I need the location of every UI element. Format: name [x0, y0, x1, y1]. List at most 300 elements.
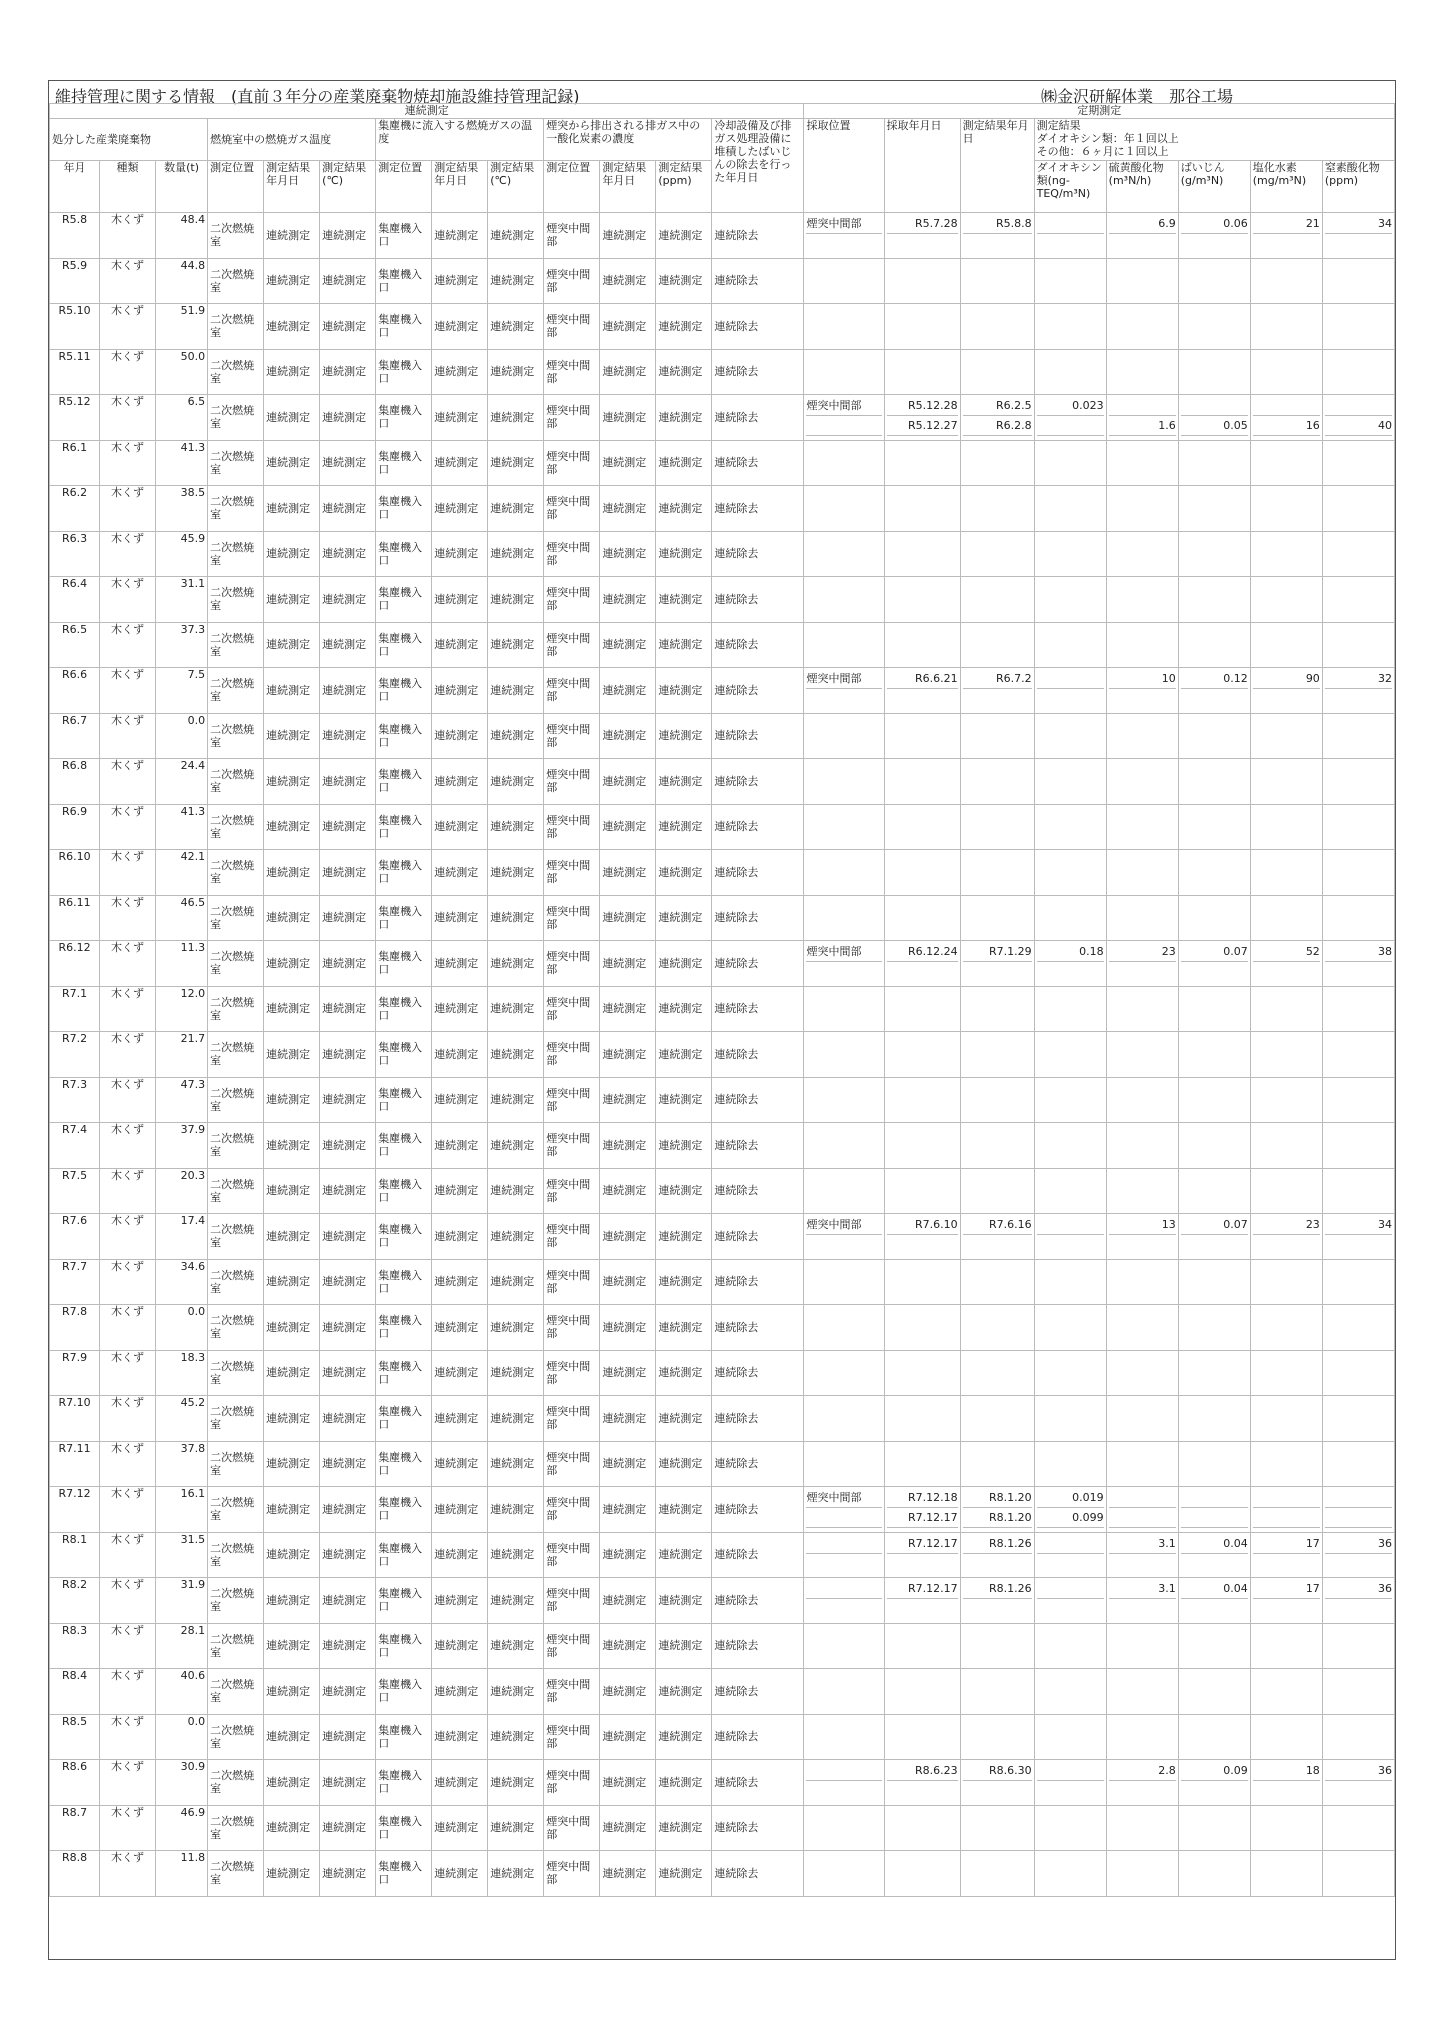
nox-value-cell	[1322, 1532, 1394, 1578]
combustion-result-temp-cell: 連続測定	[320, 804, 376, 850]
year-month-cell: R5.9	[50, 258, 100, 304]
quantity-cell: 31.9	[156, 1578, 208, 1624]
quantity-cell: 50.0	[156, 349, 208, 395]
dioxin-value-cell	[1034, 349, 1106, 395]
combustion-location-cell: 二次燃焼室	[208, 1669, 264, 1715]
combustion-result-date-cell: 連続測定	[264, 1441, 320, 1487]
sampling-location-cell	[804, 531, 884, 577]
sampling-location: 煙突中間部	[806, 399, 881, 416]
combustion-result-temp-cell: 連続測定	[320, 1305, 376, 1351]
co-location-cell: 煙突中間部	[544, 1532, 600, 1578]
dust-result-date-cell: 連続測定	[432, 1305, 488, 1351]
sox-value-cell	[1106, 1805, 1178, 1851]
dust-location-cell: 集塵機入口	[376, 986, 432, 1032]
document-title: 維持管理に関する情報 (直前３年分の産業廃棄物焼却施設維持管理記録)	[55, 87, 580, 106]
co-location-cell: 煙突中間部	[544, 1487, 600, 1533]
sampling-date-cell	[884, 1214, 960, 1260]
combustion-result-temp-cell: 連続測定	[320, 713, 376, 759]
hcl-value-cell	[1250, 349, 1322, 395]
header-meas-result-date-3: 測定結果年月日	[600, 161, 656, 213]
result-date-cell	[960, 1805, 1034, 1851]
co-result-date-cell: 連続測定	[600, 531, 656, 577]
co-result-ppm-cell: 連続測定	[656, 1532, 712, 1578]
combustion-location-cell: 二次燃焼室	[208, 1623, 264, 1669]
table-row	[50, 1077, 1395, 1123]
dust-result-date-cell: 連続測定	[432, 1487, 488, 1533]
co-location-cell: 煙突中間部	[544, 1441, 600, 1487]
table-row	[50, 1760, 1395, 1806]
dust-location-cell: 集塵機入口	[376, 1623, 432, 1669]
dioxin-value: 0.18	[1037, 945, 1104, 962]
dioxin-value-cell	[1034, 1669, 1106, 1715]
sox-value-cell	[1106, 986, 1178, 1032]
dust-value-cell	[1178, 1805, 1250, 1851]
dust-result-date-cell: 連続測定	[432, 759, 488, 805]
sox-value-cell	[1106, 1396, 1178, 1442]
result-date-cell	[960, 395, 1034, 441]
dust-result-temp-cell: 連続測定	[488, 1532, 544, 1578]
dust-value-cell	[1178, 1669, 1250, 1715]
sox-value-cell	[1106, 1214, 1178, 1260]
combustion-result-date-cell: 連続測定	[264, 1214, 320, 1260]
quantity-cell: 6.5	[156, 395, 208, 441]
hcl-value-cell	[1250, 1305, 1322, 1351]
kind-cell: 木くず	[100, 440, 156, 486]
table-row	[50, 577, 1395, 623]
co-result-date-cell: 連続測定	[600, 304, 656, 350]
year-month-cell: R7.7	[50, 1259, 100, 1305]
year-month-cell: R8.5	[50, 1714, 100, 1760]
dust-result-temp-cell: 連続測定	[488, 1396, 544, 1442]
co-result-ppm-cell: 連続測定	[656, 1259, 712, 1305]
sampling-location: 煙突中間部	[806, 217, 881, 234]
quantity-cell: 21.7	[156, 1032, 208, 1078]
ash-removal-cell: 連続除去	[712, 349, 804, 395]
table-row	[50, 440, 1395, 486]
header-dioxin: ダイオキシン類(ng-TEQ/m³N)	[1034, 161, 1106, 213]
year-month-cell: R6.7	[50, 713, 100, 759]
sampling-date-cell	[884, 1487, 960, 1533]
sampling-date-cell	[884, 850, 960, 896]
header-result-date: 測定結果年月日	[960, 119, 1034, 213]
dust-result-date-cell: 連続測定	[432, 1123, 488, 1169]
combustion-result-temp-cell: 連続測定	[320, 486, 376, 532]
nox-value-cell	[1322, 1578, 1394, 1624]
co-result-date-cell: 連続測定	[600, 713, 656, 759]
co-location-cell: 煙突中間部	[544, 349, 600, 395]
combustion-location-cell: 二次燃焼室	[208, 1532, 264, 1578]
year-month-cell: R6.4	[50, 577, 100, 623]
dust-value-cell	[1178, 577, 1250, 623]
combustion-location-cell: 二次燃焼室	[208, 577, 264, 623]
sox-value-cell	[1106, 1669, 1178, 1715]
sampling-location	[806, 1764, 881, 1781]
sampling-location-cell	[804, 1441, 884, 1487]
combustion-location-cell: 二次燃焼室	[208, 941, 264, 987]
ash-removal-cell: 連続除去	[712, 531, 804, 577]
co-result-ppm-cell: 連続測定	[656, 304, 712, 350]
combustion-result-temp-cell: 連続測定	[320, 759, 376, 805]
table-row	[50, 1578, 1395, 1624]
kind-cell: 木くず	[100, 941, 156, 987]
co-location-cell: 煙突中間部	[544, 986, 600, 1032]
kind-cell: 木くず	[100, 1487, 156, 1533]
sampling-location-cell	[804, 804, 884, 850]
hcl-value-cell	[1250, 1441, 1322, 1487]
sampling-date-cell	[884, 668, 960, 714]
ash-removal-cell: 連続除去	[712, 1669, 804, 1715]
hcl-value-cell	[1250, 759, 1322, 805]
co-result-date-cell: 連続測定	[600, 1259, 656, 1305]
combustion-result-date-cell: 連続測定	[264, 1032, 320, 1078]
co-result-ppm-cell: 連続測定	[656, 986, 712, 1032]
nox-value-cell	[1322, 759, 1394, 805]
table-row	[50, 1123, 1395, 1169]
table-row	[50, 1805, 1395, 1851]
nox-value-cell	[1322, 1851, 1394, 1897]
co-result-ppm-cell: 連続測定	[656, 1623, 712, 1669]
sox-value-cell	[1106, 395, 1178, 441]
sampling-date-cell	[884, 395, 960, 441]
co-result-ppm-cell: 連続測定	[656, 1851, 712, 1897]
combustion-result-temp-cell: 連続測定	[320, 1350, 376, 1396]
header-co-concentration: 煙突から排出される排ガス中の一酸化炭素の濃度	[544, 119, 712, 161]
dioxin-value-cell	[1034, 1032, 1106, 1078]
ash-removal-cell: 連続除去	[712, 440, 804, 486]
nox-value: 40	[1325, 419, 1392, 436]
hcl-value-cell	[1250, 395, 1322, 441]
table-row	[50, 713, 1395, 759]
dioxin-value-cell	[1034, 986, 1106, 1032]
year-month-cell: R6.8	[50, 759, 100, 805]
dust-result-temp-cell: 連続測定	[488, 486, 544, 532]
combustion-result-date-cell: 連続測定	[264, 1532, 320, 1578]
dust-value-cell	[1178, 440, 1250, 486]
hcl-value-cell	[1250, 1669, 1322, 1715]
sampling-date-cell	[884, 941, 960, 987]
co-result-ppm-cell: 連続測定	[656, 531, 712, 577]
dust-result-date-cell: 連続測定	[432, 941, 488, 987]
sampling-date-cell	[884, 804, 960, 850]
sox-value-cell	[1106, 1077, 1178, 1123]
result-date-cell	[960, 1760, 1034, 1806]
dust-value-cell	[1178, 850, 1250, 896]
result-date-cell	[960, 1669, 1034, 1715]
dust-location-cell: 集塵機入口	[376, 486, 432, 532]
nox-value-cell	[1322, 349, 1394, 395]
dust-result-temp-cell: 連続測定	[488, 1851, 544, 1897]
ash-removal-cell: 連続除去	[712, 1851, 804, 1897]
kind-cell: 木くず	[100, 213, 156, 259]
combustion-location-cell: 二次燃焼室	[208, 1077, 264, 1123]
co-result-ppm-cell: 連続測定	[656, 1123, 712, 1169]
nox-value: 36	[1325, 1764, 1392, 1781]
co-result-ppm-cell: 連続測定	[656, 486, 712, 532]
dust-location-cell: 集塵機入口	[376, 1760, 432, 1806]
table-row	[50, 1532, 1395, 1578]
sampling-location-cell	[804, 1350, 884, 1396]
quantity-cell: 51.9	[156, 304, 208, 350]
combustion-result-temp-cell: 連続測定	[320, 1487, 376, 1533]
dust-location-cell: 集塵機入口	[376, 1851, 432, 1897]
ash-removal-cell: 連続除去	[712, 1214, 804, 1260]
sox-value-cell	[1106, 1123, 1178, 1169]
dioxin-value-cell	[1034, 1487, 1106, 1533]
dust-value: 0.04	[1181, 1582, 1248, 1599]
hcl-value-cell	[1250, 304, 1322, 350]
combustion-result-date-cell: 連続測定	[264, 668, 320, 714]
dust-result-date-cell: 連続測定	[432, 622, 488, 668]
header-meas-result-temp-2: 測定結果(℃)	[488, 161, 544, 213]
co-result-date-cell: 連続測定	[600, 213, 656, 259]
result-date-cell	[960, 486, 1034, 532]
year-month-cell: R7.11	[50, 1441, 100, 1487]
combustion-result-date-cell: 連続測定	[264, 1805, 320, 1851]
dust-location-cell: 集塵機入口	[376, 531, 432, 577]
dust-result-temp-cell: 連続測定	[488, 258, 544, 304]
sox-value-cell	[1106, 304, 1178, 350]
co-location-cell: 煙突中間部	[544, 1805, 600, 1851]
hcl-value-cell	[1250, 1578, 1322, 1624]
table-body	[50, 213, 1395, 1897]
dust-location-cell: 集塵機入口	[376, 1259, 432, 1305]
dust-result-temp-cell: 連続測定	[488, 1259, 544, 1305]
header-meas-result-date-1: 測定結果年月日	[264, 161, 320, 213]
dust-value-cell	[1178, 1714, 1250, 1760]
dust-result-temp-cell: 連続測定	[488, 531, 544, 577]
co-result-date-cell: 連続測定	[600, 668, 656, 714]
sampling-location	[806, 1511, 881, 1528]
quantity-cell: 47.3	[156, 1077, 208, 1123]
nox-value-cell	[1322, 986, 1394, 1032]
dioxin-value-cell	[1034, 1441, 1106, 1487]
year-month-cell: R8.8	[50, 1851, 100, 1897]
dust-location-cell: 集塵機入口	[376, 1168, 432, 1214]
combustion-result-temp-cell: 連続測定	[320, 213, 376, 259]
sampling-location-cell	[804, 759, 884, 805]
sox-value: 1.6	[1109, 419, 1176, 436]
hcl-value: 23	[1253, 1218, 1320, 1235]
sampling-date: R7.12.17	[887, 1511, 958, 1528]
sampling-location-cell	[804, 577, 884, 623]
co-result-ppm-cell: 連続測定	[656, 1077, 712, 1123]
combustion-result-temp-cell: 連続測定	[320, 577, 376, 623]
dust-location-cell: 集塵機入口	[376, 1077, 432, 1123]
combustion-result-date-cell: 連続測定	[264, 759, 320, 805]
co-location-cell: 煙突中間部	[544, 1123, 600, 1169]
sampling-date-cell	[884, 577, 960, 623]
nox-value-cell	[1322, 941, 1394, 987]
combustion-result-temp-cell: 連続測定	[320, 850, 376, 896]
combustion-result-temp-cell: 連続測定	[320, 1669, 376, 1715]
year-month-cell: R8.4	[50, 1669, 100, 1715]
dust-location-cell: 集塵機入口	[376, 1396, 432, 1442]
kind-cell: 木くず	[100, 1760, 156, 1806]
kind-cell: 木くず	[100, 486, 156, 532]
ash-removal-cell: 連続除去	[712, 304, 804, 350]
combustion-location-cell: 二次燃焼室	[208, 759, 264, 805]
dust-value-cell	[1178, 486, 1250, 532]
combustion-location-cell: 二次燃焼室	[208, 1441, 264, 1487]
co-location-cell: 煙突中間部	[544, 1623, 600, 1669]
combustion-location-cell: 二次燃焼室	[208, 1578, 264, 1624]
dust-result-date-cell: 連続測定	[432, 213, 488, 259]
hcl-value: 21	[1253, 217, 1320, 234]
combustion-location-cell: 二次燃焼室	[208, 1805, 264, 1851]
sampling-date-cell	[884, 1350, 960, 1396]
co-location-cell: 煙突中間部	[544, 895, 600, 941]
quantity-cell: 31.1	[156, 577, 208, 623]
ash-removal-cell: 連続除去	[712, 986, 804, 1032]
result-date-cell	[960, 622, 1034, 668]
dust-result-temp-cell: 連続測定	[488, 1032, 544, 1078]
result-date: R6.7.2	[963, 672, 1032, 689]
kind-cell: 木くず	[100, 1578, 156, 1624]
co-location-cell: 煙突中間部	[544, 713, 600, 759]
sampling-date-cell	[884, 986, 960, 1032]
quantity-cell: 46.9	[156, 1805, 208, 1851]
kind-cell: 木くず	[100, 622, 156, 668]
year-month-cell: R6.12	[50, 941, 100, 987]
dust-location-cell: 集塵機入口	[376, 1214, 432, 1260]
dioxin-value	[1037, 672, 1104, 689]
nox-value-cell	[1322, 1214, 1394, 1260]
year-month-cell: R6.1	[50, 440, 100, 486]
kind-cell: 木くず	[100, 1669, 156, 1715]
kind-cell: 木くず	[100, 668, 156, 714]
header-meas-location-1: 測定位置	[208, 161, 264, 213]
hcl-value-cell	[1250, 850, 1322, 896]
sox-value-cell	[1106, 1578, 1178, 1624]
combustion-result-temp-cell: 連続測定	[320, 622, 376, 668]
dioxin-value-cell	[1034, 1532, 1106, 1578]
dust-result-temp-cell: 連続測定	[488, 1578, 544, 1624]
quantity-cell: 34.6	[156, 1259, 208, 1305]
combustion-result-date-cell: 連続測定	[264, 804, 320, 850]
sampling-location-cell	[804, 213, 884, 259]
combustion-location-cell: 二次燃焼室	[208, 440, 264, 486]
nox-value: 38	[1325, 945, 1392, 962]
co-location-cell: 煙突中間部	[544, 1396, 600, 1442]
ash-removal-cell: 連続除去	[712, 1350, 804, 1396]
dioxin-value-cell	[1034, 1623, 1106, 1669]
combustion-result-temp-cell: 連続測定	[320, 668, 376, 714]
sampling-date-cell	[884, 759, 960, 805]
kind-cell: 木くず	[100, 1441, 156, 1487]
co-location-cell: 煙突中間部	[544, 1168, 600, 1214]
combustion-result-date-cell: 連続測定	[264, 1851, 320, 1897]
dust-result-date-cell: 連続測定	[432, 1396, 488, 1442]
result-date-cell	[960, 440, 1034, 486]
nox-value	[1325, 399, 1392, 416]
co-location-cell: 煙突中間部	[544, 1077, 600, 1123]
year-month-cell: R7.3	[50, 1077, 100, 1123]
dust-value-cell	[1178, 304, 1250, 350]
dioxin-value-cell	[1034, 440, 1106, 486]
co-result-date-cell: 連続測定	[600, 1032, 656, 1078]
dust-result-temp-cell: 連続測定	[488, 986, 544, 1032]
sampling-location	[806, 419, 881, 436]
combustion-result-temp-cell: 連続測定	[320, 1168, 376, 1214]
co-result-ppm-cell: 連続測定	[656, 1350, 712, 1396]
sox-value-cell	[1106, 486, 1178, 532]
result-date-cell	[960, 1350, 1034, 1396]
nox-value-cell	[1322, 304, 1394, 350]
table-row	[50, 258, 1395, 304]
dioxin-value	[1037, 1218, 1104, 1235]
combustion-result-date-cell: 連続測定	[264, 486, 320, 532]
year-month-cell: R6.9	[50, 804, 100, 850]
co-result-ppm-cell: 連続測定	[656, 213, 712, 259]
ash-removal-cell: 連続除去	[712, 1077, 804, 1123]
combustion-location-cell: 二次燃焼室	[208, 804, 264, 850]
kind-cell: 木くず	[100, 1851, 156, 1897]
dust-location-cell: 集塵機入口	[376, 941, 432, 987]
sox-value-cell	[1106, 1851, 1178, 1897]
sox-value: 6.9	[1109, 217, 1176, 234]
quantity-cell: 45.9	[156, 531, 208, 577]
result-date-cell	[960, 1532, 1034, 1578]
year-month-cell: R6.10	[50, 850, 100, 896]
combustion-result-temp-cell: 連続測定	[320, 531, 376, 577]
nox-value-cell	[1322, 1305, 1394, 1351]
sampling-date: R6.6.21	[887, 672, 958, 689]
co-result-ppm-cell: 連続測定	[656, 941, 712, 987]
combustion-location-cell: 二次燃焼室	[208, 713, 264, 759]
co-result-date-cell: 連続測定	[600, 1532, 656, 1578]
dust-value: 0.09	[1181, 1764, 1248, 1781]
co-location-cell: 煙突中間部	[544, 440, 600, 486]
quantity-cell: 28.1	[156, 1623, 208, 1669]
dioxin-value-cell	[1034, 1305, 1106, 1351]
combustion-location-cell: 二次燃焼室	[208, 1350, 264, 1396]
co-location-cell: 煙突中間部	[544, 304, 600, 350]
dust-location-cell: 集塵機入口	[376, 1714, 432, 1760]
kind-cell: 木くず	[100, 577, 156, 623]
hcl-value-cell	[1250, 1396, 1322, 1442]
dust-result-temp-cell: 連続測定	[488, 1669, 544, 1715]
combustion-location-cell: 二次燃焼室	[208, 1714, 264, 1760]
nox-value-cell	[1322, 804, 1394, 850]
hcl-value-cell	[1250, 1714, 1322, 1760]
nox-value-cell	[1322, 395, 1394, 441]
dust-result-date-cell: 連続測定	[432, 531, 488, 577]
co-result-date-cell: 連続測定	[600, 1305, 656, 1351]
combustion-result-date-cell: 連続測定	[264, 1487, 320, 1533]
result-date-cell	[960, 1214, 1034, 1260]
combustion-location-cell: 二次燃焼室	[208, 622, 264, 668]
table-row	[50, 668, 1395, 714]
dioxin-value-cell	[1034, 1760, 1106, 1806]
sampling-location-cell	[804, 258, 884, 304]
co-location-cell: 煙突中間部	[544, 1259, 600, 1305]
dioxin-value-cell	[1034, 304, 1106, 350]
hcl-value-cell	[1250, 577, 1322, 623]
kind-cell: 木くず	[100, 304, 156, 350]
hcl-value: 16	[1253, 419, 1320, 436]
table-row	[50, 1032, 1395, 1078]
co-result-date-cell: 連続測定	[600, 850, 656, 896]
result-date-cell	[960, 1441, 1034, 1487]
table-row	[50, 850, 1395, 896]
ash-removal-cell: 連続除去	[712, 895, 804, 941]
sampling-date-cell	[884, 1396, 960, 1442]
dust-value: 0.05	[1181, 419, 1248, 436]
header-frequency-other: その他：６ヶ月に１回以上	[1036, 145, 1169, 158]
nox-value-cell	[1322, 1396, 1394, 1442]
nox-value-cell	[1322, 1032, 1394, 1078]
dust-location-cell: 集塵機入口	[376, 713, 432, 759]
